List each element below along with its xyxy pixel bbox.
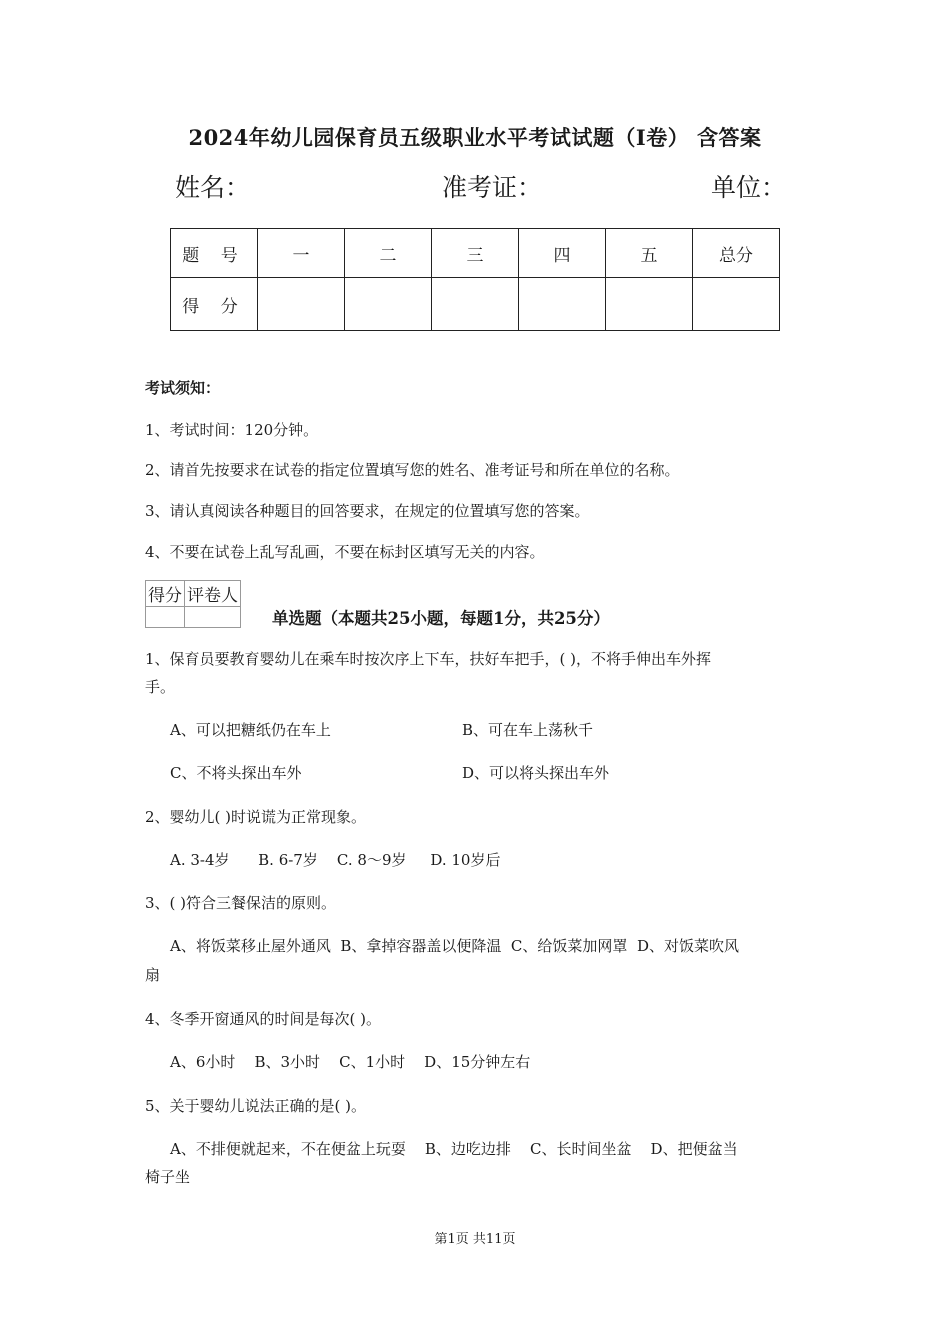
question-2-options: A. 3-4岁 B. 6-7岁 C. 8～9岁 D. 10岁后 bbox=[170, 851, 501, 869]
notice-item: 3、请认真阅读各种题目的回答要求，在规定的位置填写您的答案。 bbox=[145, 502, 590, 520]
question-3-options: A、将饭菜移止屋外通风 B、拿掉容器盖以便降温 C、给饭菜加网罩 D、对饭菜吹风 bbox=[170, 937, 739, 955]
notice-item: 2、请首先按要求在试卷的指定位置填写您的姓名、准考证号和所在单位的名称。 bbox=[145, 461, 680, 479]
score-input-cell[interactable] bbox=[345, 278, 432, 331]
grader-reviewer-cell[interactable] bbox=[185, 607, 241, 628]
grader-reviewer-label: 评卷人 bbox=[185, 581, 241, 607]
question-4: 4、冬季开窗通风的时间是每次( )。 bbox=[145, 1010, 382, 1028]
question-1-option-d: D、可以将头探出车外 bbox=[462, 764, 610, 782]
question-2: 2、婴幼儿( )时说谎为正常现象。 bbox=[145, 808, 367, 826]
question-1-option-b: B、可在车上荡秋千 bbox=[462, 721, 594, 739]
question-1-option-a: A、可以把糖纸仍在车上 bbox=[170, 721, 331, 739]
score-input-cell[interactable] bbox=[519, 278, 606, 331]
question-3: 3、( )符合三餐保洁的原则。 bbox=[145, 894, 337, 912]
page-title: 2024年幼儿园保育员五级职业水平考试试题（I卷） 含答案 bbox=[188, 125, 762, 150]
score-table-cell: 得 分 bbox=[171, 278, 258, 331]
score-input-cell[interactable] bbox=[258, 278, 345, 331]
question-3-options-cont: 扇 bbox=[145, 966, 161, 984]
score-table-cell: 二 bbox=[345, 229, 432, 278]
score-table-cell: 总分 bbox=[693, 229, 780, 278]
score-table bbox=[170, 228, 780, 331]
score-table-cell: 一 bbox=[258, 229, 345, 278]
question-5-options-cont: 椅子坐 bbox=[145, 1168, 191, 1186]
score-table-score-row bbox=[171, 278, 780, 331]
score-table-cell: 四 bbox=[519, 229, 606, 278]
score-input-cell[interactable] bbox=[606, 278, 693, 331]
grader-score-label: 得分 bbox=[146, 581, 185, 607]
notice-heading: 考试须知： bbox=[145, 379, 221, 397]
name-field-label: 姓名： bbox=[175, 173, 251, 202]
grader-score-cell[interactable] bbox=[146, 607, 185, 628]
notice-item: 4、不要在试卷上乱写乱画，不要在标封区填写无关的内容。 bbox=[145, 543, 545, 561]
notice-item: 1、考试时间：120分钟。 bbox=[145, 421, 319, 439]
page-footer: 第1页 共11页 bbox=[434, 1232, 516, 1247]
question-1-option-c: C、不将头探出车外 bbox=[170, 764, 302, 782]
score-input-cell[interactable] bbox=[693, 278, 780, 331]
score-input-cell[interactable] bbox=[432, 278, 519, 331]
question-1-cont: 手。 bbox=[145, 678, 176, 696]
question-5: 5、关于婴幼儿说法正确的是( )。 bbox=[145, 1097, 367, 1115]
grader-box bbox=[145, 580, 241, 628]
unit-field-label: 单位： bbox=[711, 173, 787, 202]
score-table-cell: 五 bbox=[606, 229, 693, 278]
section-title: 单选题（本题共25小题，每题1分，共25分） bbox=[272, 609, 610, 628]
question-4-options: A、6小时 B、3小时 C、1小时 D、15分钟左右 bbox=[170, 1053, 531, 1071]
score-table-cell: 三 bbox=[432, 229, 519, 278]
score-table-cell: 题 号 bbox=[171, 229, 258, 278]
question-5-options: A、不排便就起来，不在便盆上玩耍 B、边吃边排 C、长时间坐盆 D、把便盆当 bbox=[170, 1140, 738, 1158]
exam-id-field-label: 准考证： bbox=[442, 173, 543, 202]
score-table-header-row bbox=[171, 229, 780, 278]
question-1: 1、保育员要教育婴幼儿在乘车时按次序上下车，扶好车把手，( )，不将手伸出车外挥 bbox=[145, 650, 712, 668]
